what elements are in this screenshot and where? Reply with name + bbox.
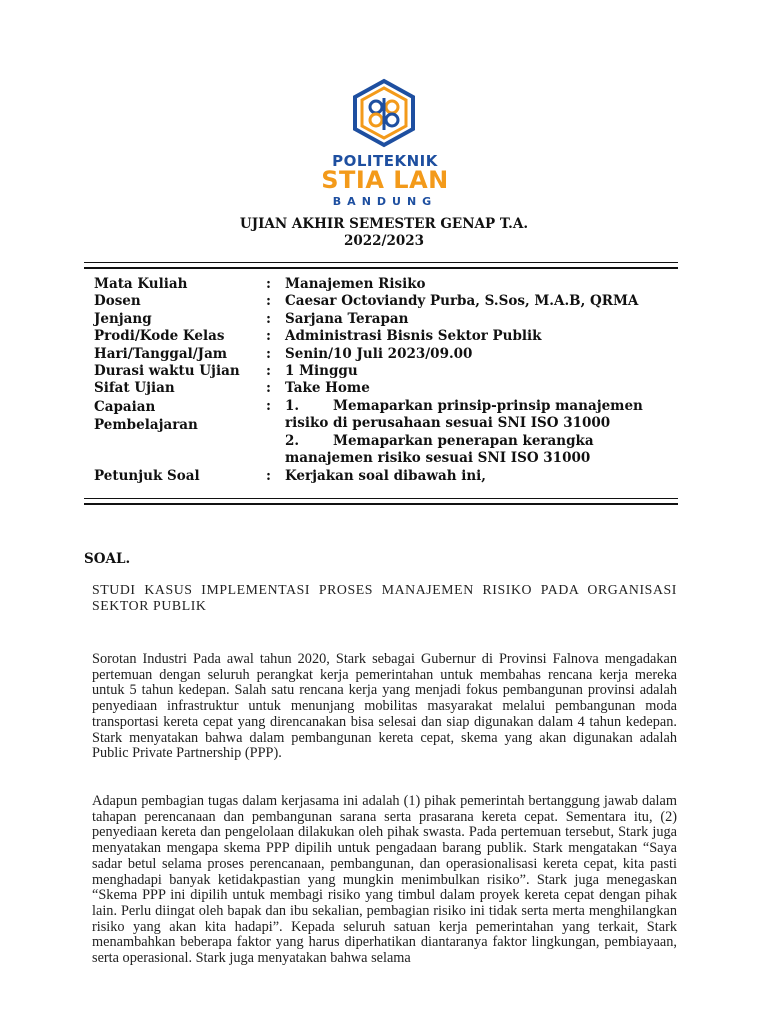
logo-text-politeknik: POLITEKNIK [332, 152, 438, 170]
divider-top-thin [84, 262, 678, 263]
info-label: Petunjuk Soal [94, 467, 200, 484]
capaian-label-line2: Pembelajaran [94, 416, 198, 433]
info-label: Dosen [94, 293, 141, 310]
info-colon: : [266, 310, 271, 327]
institution-logo [0, 78, 768, 208]
info-value: 1 Minggu [285, 362, 358, 379]
info-value: Sarjana Terapan [285, 310, 409, 327]
soal-heading: SOAL. [84, 551, 131, 567]
info-label: Hari/Tanggal/Jam [94, 345, 228, 362]
info-value: Administrasi Bisnis Sektor Publik [285, 328, 542, 345]
info-colon: : [266, 276, 271, 292]
info-colon: : [266, 397, 271, 414]
info-colon: : [266, 362, 271, 379]
capaian-label-line1: Capaian [94, 398, 156, 415]
info-value: Manajemen Risiko [285, 276, 426, 292]
info-label: Prodi/Kode Kelas [94, 328, 225, 345]
logo-text-bandung: BANDUNG [332, 195, 438, 208]
exam-title [0, 216, 768, 250]
divider-bottom-thin [84, 498, 678, 499]
info-label: Mata Kuliah [94, 276, 188, 292]
capaian-item-number: 1. [285, 397, 300, 414]
info-label: Sifat Ujian [94, 380, 175, 397]
capaian-item [285, 398, 677, 433]
info-value: Senin/10 Juli 2023/09.00 [285, 345, 473, 362]
capaian-item [285, 433, 677, 468]
divider-top-thick [84, 267, 678, 269]
exam-title-line2: 2022/2023 [343, 233, 425, 249]
capaian-item-text: Memaparkan penerapan kerangka manajemen risiko sesuai SNI ISO 31000 [285, 432, 594, 467]
info-colon: : [266, 328, 271, 345]
info-colon: : [266, 293, 271, 310]
exam-title-line1: UJIAN AKHIR SEMESTER GENAP T.A. [239, 216, 529, 232]
info-label: Durasi waktu Ujian [94, 362, 240, 379]
case-study-title: STUDI KASUS IMPLEMENTASI PROSES MANAJEMEN RISIKO PADA ORGANISASI SEKTOR PUBLIK [92, 582, 677, 613]
info-value: Take Home [285, 380, 370, 397]
info-value: Kerjakan soal dibawah ini, [285, 467, 486, 484]
info-value: Caesar Octoviandy Purba, S.Sos, M.A.B, QRMA [285, 293, 639, 310]
hexagon-logo-icon [352, 78, 416, 148]
info-colon: : [266, 345, 271, 362]
capaian-item-text: Memaparkan prinsip-prinsip manajemen risiko di perusahaan sesuai SNI ISO 31000 [285, 397, 643, 432]
info-colon: : [266, 380, 271, 397]
case-paragraph-2: Adapun pembagian tugas dalam kerjasama ini adalah (1) pihak pemerintah bertanggung jawab dalam tahapan perencanaan dan pembangunan sarana serta prasarana kereta cepat. Sementara itu, (2) penyediaan kereta dan pengelolaan dilakukan oleh pihak swasta. Pada pertemuan tersebut, Stark juga menyatakan mengapa skema PPP dipilih untuk pengadaan barang publik. Stark mengatakan “Saya sadar betul selama proses perencanaan, pembangunan, dan operasionalisasi kereta cepat, kita pasti menghadapi banyak ketidakpastian yang mungkin menimbulkan risiko”. Stark juga menegaskan “Skema PPP ini dipilih untuk membagi risiko yang timbul dalam proyek kereta cepat dengan pihak lain. Perlu diingat oleh bapak dan ibu sekalian, pembagian risiko ini tidak serta merta menghilangkan risiko yang akan kita hadapi”. Kepada seluruh satuan kerja pemerintahan yang terkait, Stark menambahkan beberapa faktor yang harus diperhatikan diantaranya faktor lingkungan, pembiayaan, serta operasional. Stark juga menyatakan bahwa selama [92, 793, 677, 967]
info-colon: : [266, 467, 271, 484]
info-label-capaian [94, 398, 198, 434]
logo-text-stia-lan: STIA LAN [321, 166, 449, 194]
capaian-item-number: 2. [285, 432, 300, 449]
divider-bottom-thick [84, 503, 678, 505]
info-label: Jenjang [94, 310, 152, 327]
case-paragraph-1: Sorotan Industri Pada awal tahun 2020, Stark sebagai Gubernur di Provinsi Falnova mengadakan pertemuan dengan seluruh perangkat kerja pemerintahan untuk membahas rencana kerja mereka untuk 5 tahun kedepan. Salah satu rencana kerja yang menjadi fokus pembangunan provinsi adalah penyediaan infrastruktur untuk menunjang mobilitas masyarakat melalui pembangunan moda transportasi kereta cepat yang direncanakan bisa selesai dan siap digunakan dalam 4 tahun kedepan. Stark menyatakan bahwa dalam pembangunan kereta cepat, skema yang akan digunakan adalah Public Private Partnership (PPP). [92, 651, 677, 762]
